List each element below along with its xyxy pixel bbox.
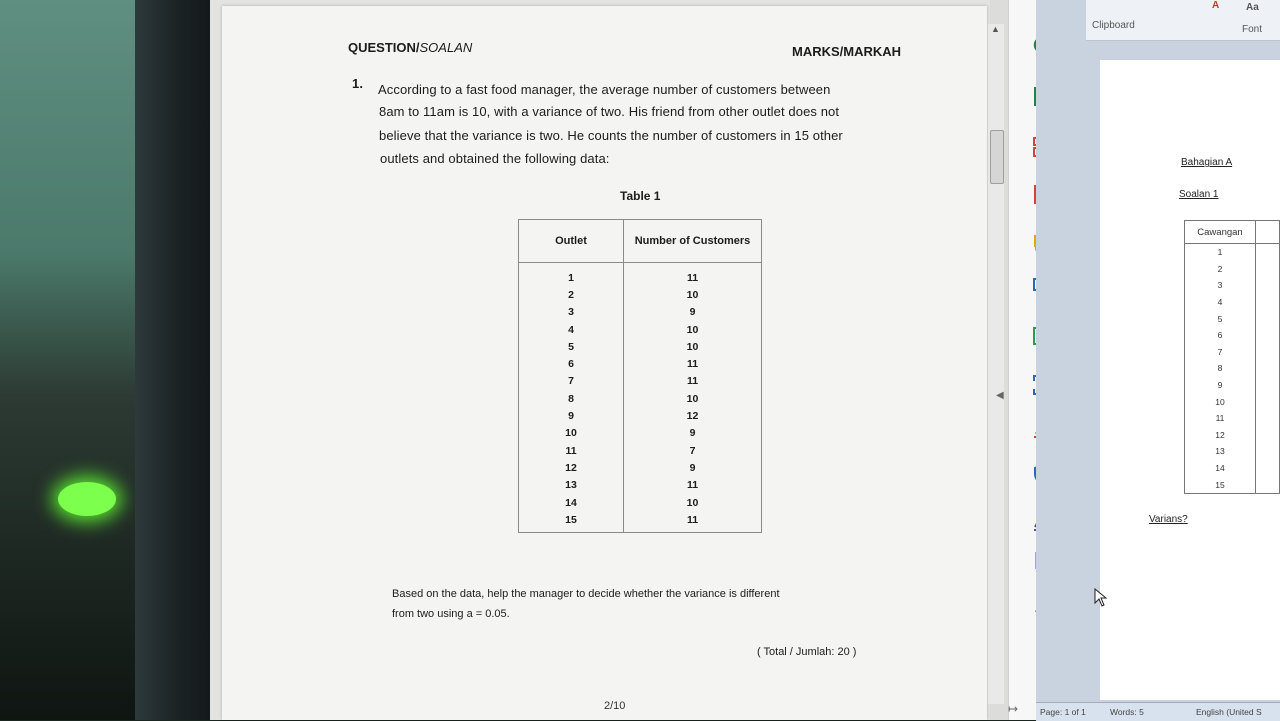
word-empty-cell[interactable] [1256, 393, 1280, 410]
status-words[interactable]: Words: 5 [1110, 707, 1144, 717]
table-row [519, 321, 762, 338]
word-outlet-cell: 8 [1185, 360, 1256, 377]
variance-label: Varians? [1149, 514, 1188, 525]
mouse-cursor-icon [1094, 588, 1108, 608]
word-empty-cell[interactable] [1256, 344, 1280, 361]
customers-cell: 10 [624, 286, 762, 303]
word-empty-cell[interactable] [1256, 360, 1280, 377]
word-table-row [1185, 310, 1280, 327]
word-table-row [1185, 277, 1280, 294]
total-marks: ( Total / Jumlah: 20 ) [757, 646, 857, 658]
customers-cell: 11 [624, 263, 762, 287]
outlet-cell: 4 [519, 321, 624, 338]
word-outlet-cell: 13 [1185, 443, 1256, 460]
outlet-cell: 2 [519, 286, 624, 303]
word-empty-cell[interactable] [1256, 310, 1280, 327]
expand-pane-icon[interactable]: ↦ [1008, 702, 1019, 716]
vertical-scrollbar[interactable] [988, 24, 1004, 704]
word-empty-cell[interactable] [1256, 460, 1280, 477]
customers-cell: 9 [624, 459, 762, 476]
customers-cell: 11 [624, 477, 762, 494]
word-empty-cell[interactable] [1256, 294, 1280, 311]
word-table-row [1185, 393, 1280, 410]
customers-cell: 10 [624, 390, 762, 407]
customers-cell: 11 [624, 511, 762, 533]
question-header [348, 40, 472, 55]
word-empty-cell[interactable] [1256, 377, 1280, 394]
question-header-italic: SOALAN [419, 40, 473, 55]
word-table-row [1185, 377, 1280, 394]
word-table-row [1185, 443, 1280, 460]
outlet-cell: 12 [519, 459, 624, 476]
font-color-icon[interactable]: A [1212, 0, 1220, 11]
outlet-cell: 1 [519, 263, 624, 287]
table-header-row [519, 220, 762, 263]
word-empty-cell[interactable] [1256, 410, 1280, 427]
green-light [58, 482, 116, 516]
word-table-row [1185, 344, 1280, 361]
collapse-panel-arrow-icon[interactable]: ◀ [996, 390, 1004, 401]
word-empty-cell[interactable] [1256, 277, 1280, 294]
word-empty-cell[interactable] [1256, 476, 1280, 493]
marks-header: MARKS/MARKAH [792, 44, 902, 59]
table-row [519, 390, 762, 407]
question-line-1: According to a fast food manager, the average number of customers between [378, 82, 831, 97]
outlet-cell: 3 [519, 304, 624, 321]
question-number: 1. [352, 76, 364, 91]
word-outlet-cell: 9 [1185, 377, 1256, 394]
word-outlet-cell: 3 [1185, 277, 1256, 294]
change-case-button[interactable]: Aa [1246, 2, 1259, 13]
outlet-cell: 8 [519, 390, 624, 407]
word-outlet-cell: 6 [1185, 327, 1256, 344]
word-outlet-cell: 4 [1185, 294, 1256, 311]
question-line-3: believe that the variance is two. He counts the number of customers in 15 other [379, 128, 843, 143]
word-outlet-cell: 7 [1185, 344, 1256, 361]
word-empty-cell[interactable] [1256, 427, 1280, 444]
word-table-row [1185, 410, 1280, 427]
customers-cell: 10 [624, 338, 762, 355]
font-group-label: Font [1242, 24, 1263, 35]
word-table-row [1185, 261, 1280, 278]
outlet-cell: 6 [519, 355, 624, 372]
word-empty-cell[interactable] [1256, 327, 1280, 344]
outlet-cell: 9 [519, 407, 624, 424]
customers-cell: 10 [624, 321, 762, 338]
question-label: Soalan 1 [1179, 189, 1219, 200]
outlet-cell: 13 [519, 477, 624, 494]
word-outlet-cell: 1 [1185, 244, 1256, 261]
word-outlet-cell: 10 [1185, 393, 1256, 410]
outlet-cell: 14 [519, 494, 624, 511]
table-row [519, 425, 762, 442]
word-table-row [1185, 427, 1280, 444]
customers-cell: 9 [624, 304, 762, 321]
status-language[interactable]: English (United S [1196, 707, 1262, 717]
outlet-cell: 11 [519, 442, 624, 459]
background-desk [0, 0, 140, 720]
scrollbar-thumb[interactable] [990, 130, 1004, 184]
table-row [519, 304, 762, 321]
question-line-2: 8am to 11am is 10, with a variance of two. His friend from other outlet does not [379, 104, 840, 119]
section-label: Bahagian A [1181, 157, 1233, 168]
customers-cell: 12 [624, 407, 762, 424]
outlet-cell: 7 [519, 373, 624, 390]
word-outlet-cell: 12 [1185, 427, 1256, 444]
table-row [519, 477, 762, 494]
table-row [519, 442, 762, 459]
word-table-row [1185, 327, 1280, 344]
customers-cell: 11 [624, 373, 762, 390]
outlet-cell: 15 [519, 511, 624, 533]
question-line-4: outlets and obtained the following data: [380, 151, 610, 166]
customers-cell: 9 [624, 425, 762, 442]
instruction-line-1: Based on the data, help the manager to decide whether the variance is different [392, 588, 780, 600]
word-outlet-cell: 14 [1185, 460, 1256, 477]
header-outlet: Outlet [519, 220, 624, 263]
customers-cell: 10 [624, 494, 762, 511]
customers-cell: 7 [624, 442, 762, 459]
scroll-up-arrow-icon[interactable]: ▲ [991, 24, 1000, 34]
word-outlet-cell: 11 [1185, 410, 1256, 427]
table-row [519, 494, 762, 511]
table-row [519, 407, 762, 424]
table-row [519, 511, 762, 533]
word-table-header-2 [1256, 221, 1280, 244]
page-number: 2/10 [604, 700, 626, 712]
customers-cell: 11 [624, 355, 762, 372]
pdf-page [222, 6, 987, 720]
word-table-row [1185, 460, 1280, 477]
table-row [519, 355, 762, 372]
question-header-label: QUESTION/ [348, 40, 420, 55]
word-table-row [1185, 476, 1280, 493]
word-data-table [1184, 220, 1280, 494]
word-outlet-cell: 15 [1185, 476, 1256, 493]
table-row [519, 263, 762, 287]
status-page[interactable]: Page: 1 of 1 [1040, 707, 1086, 717]
word-outlet-cell: 2 [1185, 261, 1256, 278]
word-empty-cell[interactable] [1256, 261, 1280, 278]
word-table-row [1185, 360, 1280, 377]
table-row [519, 373, 762, 390]
word-empty-cell[interactable] [1256, 244, 1280, 261]
clipboard-group-label: Clipboard [1092, 20, 1135, 31]
header-customers: Number of Customers [624, 220, 762, 263]
outlet-cell: 10 [519, 425, 624, 442]
table-caption: Table 1 [620, 189, 661, 203]
table-row [519, 286, 762, 303]
customer-table [518, 219, 762, 533]
word-outlet-cell: 5 [1185, 310, 1256, 327]
table-row [519, 338, 762, 355]
word-table-row [1185, 294, 1280, 311]
outlet-cell: 5 [519, 338, 624, 355]
word-table-header: Cawangan [1185, 221, 1256, 244]
instruction-line-2: from two using a = 0.05. [392, 608, 510, 620]
word-table-row [1185, 244, 1280, 261]
word-empty-cell[interactable] [1256, 443, 1280, 460]
table-row [519, 459, 762, 476]
